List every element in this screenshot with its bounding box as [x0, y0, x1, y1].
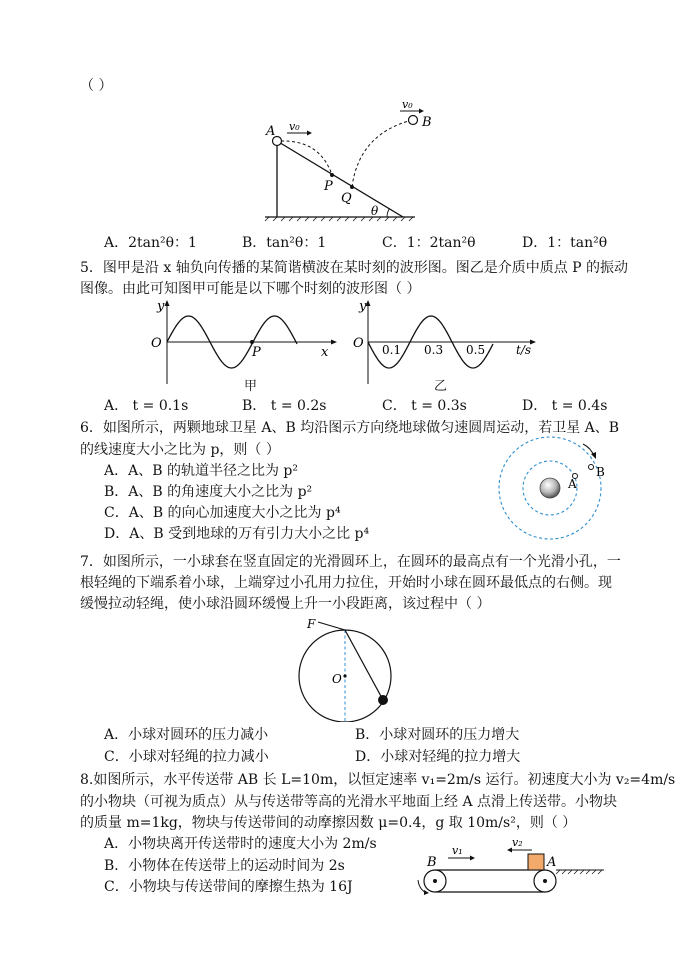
- q4-incline-diagram: [255, 98, 455, 222]
- q5-stem-line2: 图像。由此可知图甲可能是以下哪个时刻的波形图（ ）: [80, 281, 421, 297]
- jia-y-label: y: [157, 299, 165, 314]
- q6-satellite-diagram: [498, 432, 608, 544]
- q5-option-a[interactable]: A． t = 0.1s: [104, 398, 189, 414]
- sat-b-label: B: [596, 465, 605, 479]
- q8-option-a[interactable]: A．小物块离开传送带时的速度大小为 2m/s: [104, 836, 377, 852]
- label-v0-b: v₀: [402, 98, 413, 111]
- q4-option-d[interactable]: D．1：tan²θ: [522, 235, 608, 251]
- jia-origin: O: [151, 336, 162, 351]
- q8-option-b[interactable]: B．小物体在传送带上的运动时间为 2s: [104, 858, 345, 874]
- q4-option-c[interactable]: C．1：2tan²θ: [382, 235, 476, 251]
- q8-stem-line3: 的质量 m=1kg，物块与传送带间的动摩擦因数 μ=0.4，g 取 10m/s²，则（ ）: [80, 815, 577, 831]
- q8-stem-line1: 8.如图所示，水平传送带 AB 长 L=10m，以恒定速率 v₁=2m/s 运行。初速度大小为 v₂=4m/s: [80, 772, 676, 788]
- q6-stem-line1: 6．如图所示，两颗地球卫星 A、B 均沿图示方向绕地球做匀速圆周运动，若卫星 A、B: [80, 420, 620, 436]
- q7-stem-line2: 根轻绳的下端系着小球，上端穿过小孔用力拉住，开始时小球在圆环最低点的右侧。现: [80, 575, 612, 591]
- q5-option-b[interactable]: B． t = 0.2s: [242, 398, 327, 414]
- label-a: A: [266, 124, 276, 139]
- yi-tick-0.5: 0.5: [466, 343, 486, 357]
- yi-tick-0.3: 0.3: [424, 343, 444, 357]
- q7-option-d[interactable]: D．小球对轻绳的拉力增大: [355, 749, 521, 765]
- q5-vibration-graph-yi: [350, 298, 545, 393]
- q4-option-a[interactable]: A．2tan²θ：1: [104, 235, 197, 251]
- yi-y-label: y: [359, 299, 367, 314]
- belt-a-label: A: [547, 855, 557, 870]
- q6-stem-line2: 的线速度大小之比为 p，则（ ）: [80, 442, 280, 458]
- q7-option-a[interactable]: A．小球对圆环的压力减小: [104, 727, 269, 743]
- label-v0-a: v₀: [289, 120, 300, 133]
- q7-stem-line3: 缓慢拉动轻绳，使小球沿圆环缓慢上升一小段距离，该过程中（ ）: [80, 596, 491, 612]
- q7-stem-line1: 7．如图所示，一小球套在竖直固定的光滑圆环上，在圆环的最高点有一个光滑小孔，一: [80, 554, 621, 570]
- q6-option-b[interactable]: B．A、B 的角速度大小之比为 p²: [104, 484, 313, 500]
- label-b: B: [422, 115, 432, 130]
- yi-origin: O: [353, 336, 364, 351]
- caption-jia: 甲: [244, 379, 258, 394]
- yi-t-label: t/s: [516, 343, 532, 357]
- q5-wave-graph-jia: [145, 298, 340, 393]
- q7-option-b[interactable]: B．小球对圆环的压力增大: [355, 727, 520, 743]
- answer-paren: （ ）: [80, 78, 113, 94]
- sat-a-label: A: [568, 477, 577, 491]
- label-theta: θ: [371, 204, 379, 218]
- belt-b-label: B: [427, 855, 437, 870]
- q7-ring-diagram: [290, 612, 405, 722]
- label-p: P: [324, 179, 333, 194]
- q5-option-c[interactable]: C． t = 0.3s: [382, 398, 467, 414]
- ring-f-label: F: [307, 617, 316, 631]
- q8-conveyor-diagram: [408, 838, 608, 896]
- ring-o-label: O: [332, 672, 342, 686]
- label-q: Q: [341, 191, 352, 206]
- q6-option-c[interactable]: C．A、B 的向心加速度大小之比为 p⁴: [104, 505, 341, 521]
- q5-stem-line1: 5．图甲是沿 x 轴负向传播的某简谐横波在某时刻的波形图。图乙是介质中质点 P 的振动: [80, 260, 629, 276]
- yi-tick-0.1: 0.1: [382, 343, 402, 357]
- jia-x-label: x: [321, 345, 329, 360]
- jia-p-label: P: [252, 345, 261, 360]
- q6-option-a[interactable]: A．A、B 的轨道半径之比为 p²: [104, 463, 298, 479]
- caption-yi: 乙: [434, 379, 448, 394]
- q6-option-d[interactable]: D．A、B 受到地球的万有引力大小之比 p⁴: [104, 526, 370, 542]
- q8-option-c[interactable]: C．小物块与传送带间的摩擦生热为 16J: [104, 879, 353, 895]
- belt-v1-label: v₁: [452, 844, 463, 857]
- q5-option-d[interactable]: D． t = 0.4s: [522, 398, 608, 414]
- q8-stem-line2: 的小物块（可视为质点）从与传送带等高的光滑水平地面上经 A 点滑上传送带。小物块: [80, 794, 618, 810]
- q7-option-c[interactable]: C．小球对轻绳的拉力减小: [104, 749, 269, 765]
- q4-option-b[interactable]: B．tan²θ：1: [242, 235, 327, 251]
- belt-v2-label: v₂: [512, 838, 523, 849]
